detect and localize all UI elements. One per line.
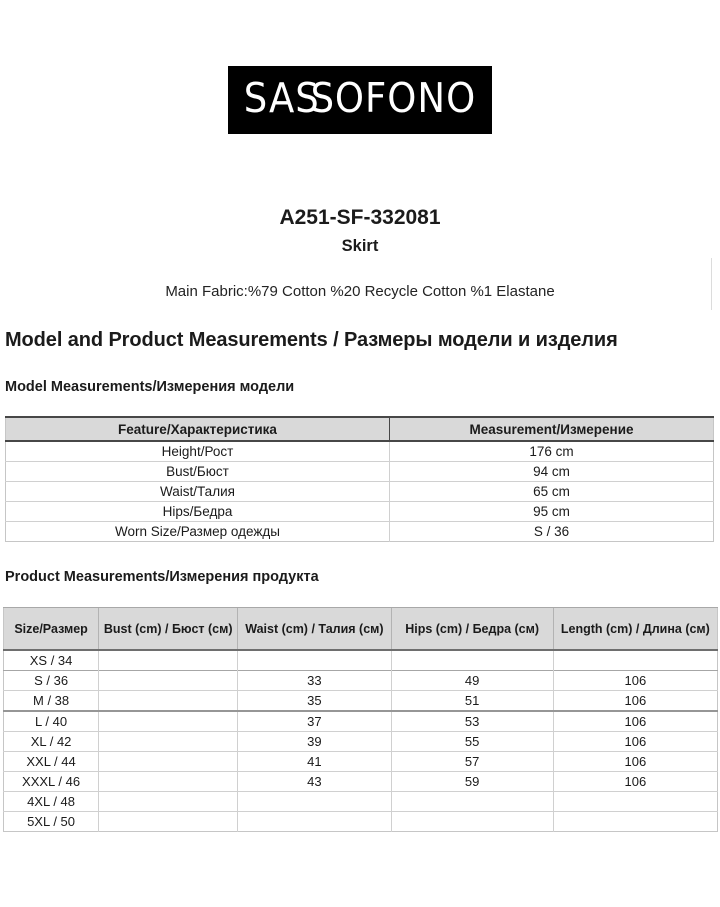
table-row-5xl50 <box>4 812 718 832</box>
table-row-xs34 <box>4 650 718 671</box>
table-cell: Hips/Бедра <box>6 502 390 522</box>
table-cell <box>553 650 717 671</box>
table-cell: Worn Size/Размер одежды <box>6 522 390 542</box>
table-row-m38 <box>4 691 718 712</box>
table-cell <box>99 772 238 792</box>
table-cell: 106 <box>553 772 717 792</box>
model-section-heading: Model Measurements/Измерения модели <box>5 379 295 395</box>
table-row-xxxl46 <box>4 772 718 792</box>
table-cell: Bust/Бюст <box>6 462 390 482</box>
table-cell <box>99 752 238 772</box>
table-cell <box>99 671 238 691</box>
column-header-bust: Bust (cm) / Бюст (см) <box>99 608 238 651</box>
table-cell: 176 cm <box>390 441 714 462</box>
table-cell: M / 38 <box>4 691 99 712</box>
table-cell: XL / 42 <box>4 732 99 752</box>
table-row <box>6 462 714 482</box>
model-measurements-table <box>5 416 714 542</box>
column-header-size: Size/Размер <box>4 608 99 651</box>
table-cell <box>238 650 391 671</box>
table-cell: 43 <box>238 772 391 792</box>
table-cell: 4XL / 48 <box>4 792 99 812</box>
page-edge-artifact <box>711 258 712 310</box>
column-header-hips: Hips (cm) / Бедра (см) <box>391 608 553 651</box>
table-cell: 106 <box>553 752 717 772</box>
brand-logo <box>228 66 492 134</box>
product-section-heading: Product Measurements/Измерения продукта <box>5 569 319 585</box>
product-code: A251-SF-332081 <box>279 206 441 229</box>
main-heading: Model and Product Measurements / Размеры модели и изделия <box>5 329 618 351</box>
table-cell: XS / 34 <box>4 650 99 671</box>
table-cell <box>391 650 553 671</box>
table-cell: 53 <box>391 711 553 732</box>
table-cell <box>391 812 553 832</box>
table-cell: 65 cm <box>390 482 714 502</box>
table-row-s36 <box>4 671 718 691</box>
table-row <box>6 441 714 462</box>
table-cell: XXXL / 46 <box>4 772 99 792</box>
table-cell: 57 <box>391 752 553 772</box>
table-cell: 106 <box>553 671 717 691</box>
table-cell <box>238 792 391 812</box>
table-cell: 106 <box>553 691 717 712</box>
table-cell: 37 <box>238 711 391 732</box>
logo-ss-ligature: SS <box>295 74 326 123</box>
table-row <box>6 522 714 542</box>
table-cell <box>99 711 238 732</box>
table-row-xl42 <box>4 732 718 752</box>
table-cell <box>553 792 717 812</box>
table-cell <box>238 812 391 832</box>
table-cell: 49 <box>391 671 553 691</box>
table-cell: 59 <box>391 772 553 792</box>
table-cell: S / 36 <box>390 522 714 542</box>
table-cell <box>99 792 238 812</box>
table-cell: 55 <box>391 732 553 752</box>
table-cell: 39 <box>238 732 391 752</box>
product-name: Skirt <box>341 237 379 255</box>
table-row <box>6 502 714 522</box>
product-measurements-table <box>3 607 718 832</box>
table-header-row <box>4 608 718 651</box>
table-cell: 95 cm <box>390 502 714 522</box>
logo-suffix: OFONO <box>334 74 477 123</box>
table-cell: 94 cm <box>390 462 714 482</box>
table-cell <box>553 812 717 832</box>
table-row <box>6 482 714 502</box>
table-cell: 51 <box>391 691 553 712</box>
table-cell: 5XL / 50 <box>4 812 99 832</box>
logo-prefix: SA <box>243 74 296 123</box>
logo-band <box>0 0 720 134</box>
table-cell: 106 <box>553 732 717 752</box>
table-cell: Waist/Талия <box>6 482 390 502</box>
column-header-waist: Waist (cm) / Талия (см) <box>238 608 391 651</box>
column-header-feature: Feature/Характеристика <box>6 417 390 441</box>
table-cell: 35 <box>238 691 391 712</box>
table-cell: Height/Рост <box>6 441 390 462</box>
table-row-4xl48 <box>4 792 718 812</box>
table-cell: L / 40 <box>4 711 99 732</box>
table-row-l40 <box>4 711 718 732</box>
table-cell <box>99 691 238 712</box>
fabric-info: Main Fabric:%79 Cotton %20 Recycle Cotton %1 Elastane <box>165 283 555 300</box>
column-header-measurement: Measurement/Измерение <box>390 417 714 441</box>
table-cell: 33 <box>238 671 391 691</box>
table-cell: XXL / 44 <box>4 752 99 772</box>
column-header-length: Length (cm) / Длина (см) <box>553 608 717 651</box>
table-cell <box>99 650 238 671</box>
table-cell: S / 36 <box>4 671 99 691</box>
table-cell <box>99 732 238 752</box>
table-row-xxl44 <box>4 752 718 772</box>
table-cell <box>391 792 553 812</box>
table-cell: 106 <box>553 711 717 732</box>
brand-logo-text <box>244 63 476 136</box>
table-cell: 41 <box>238 752 391 772</box>
table-cell <box>99 812 238 832</box>
table-header-row <box>6 417 714 441</box>
